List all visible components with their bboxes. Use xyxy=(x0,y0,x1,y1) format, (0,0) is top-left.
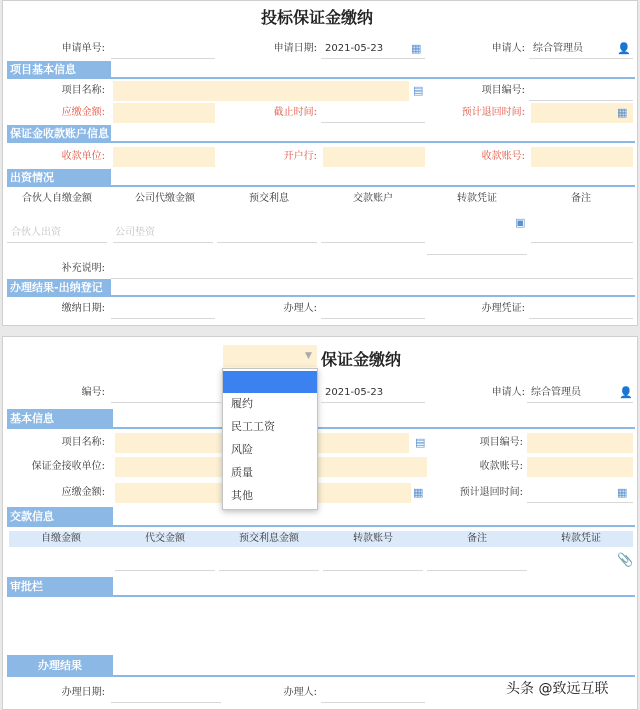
bank-label: 开户行: xyxy=(283,151,317,162)
project-no-field[interactable] xyxy=(527,433,633,453)
category-select[interactable] xyxy=(223,345,317,367)
section-project-info: 项目基本信息 xyxy=(7,61,111,79)
due-amount-label: 应缴金额: xyxy=(61,107,105,118)
supplement-label: 补充说明: xyxy=(61,263,105,274)
column-header: 备注 xyxy=(467,533,487,544)
section-divider xyxy=(113,675,635,677)
section-result: 办理结果-出纳登记 xyxy=(7,279,111,297)
paperclip-icon[interactable]: 📎 xyxy=(617,553,634,568)
image-icon[interactable]: ▣ xyxy=(515,216,526,229)
applicant-field[interactable]: 综合管理员 xyxy=(529,39,633,59)
bank-field[interactable] xyxy=(323,147,425,167)
deadline-label: 截止时间: xyxy=(273,107,317,118)
pay-date-field[interactable] xyxy=(111,299,215,319)
section-account-info: 保证金收款账户信息 xyxy=(7,125,111,143)
dropdown-option[interactable]: 风险 xyxy=(231,443,253,456)
dropdown-option[interactable]: 质量 xyxy=(231,466,253,479)
page-title: 保证金缴纳 xyxy=(321,350,402,369)
handle-voucher-field[interactable] xyxy=(529,299,633,319)
user-icon[interactable]: 👤 xyxy=(617,42,631,55)
remark-field[interactable] xyxy=(531,223,633,243)
pay-date-label: 缴纳日期: xyxy=(61,303,105,314)
payment-account-field[interactable] xyxy=(321,223,425,243)
no-label: 编号: xyxy=(81,387,105,398)
date-field[interactable]: 2021-05-23 xyxy=(321,383,425,403)
calendar-icon[interactable]: ▦ xyxy=(411,42,422,55)
agent-amount-field[interactable] xyxy=(115,551,215,571)
payee-label: 收款单位: xyxy=(61,151,105,162)
dropdown-option-empty[interactable] xyxy=(223,371,317,393)
section-divider xyxy=(111,141,635,143)
column-header: 备注 xyxy=(571,193,591,204)
column-header: 预交利息金额 xyxy=(239,533,299,544)
company-advance-placeholder: 公司垫资 xyxy=(115,227,155,238)
dropdown-option[interactable]: 民工工资 xyxy=(231,420,275,433)
handler-field[interactable] xyxy=(321,299,425,319)
due-amount-field[interactable] xyxy=(113,103,215,123)
handle-date-field[interactable] xyxy=(111,683,221,703)
prepaid-interest-field[interactable] xyxy=(217,223,317,243)
column-header: 合伙人自缴金额 xyxy=(22,193,92,204)
receiver-label: 保证金接收单位: xyxy=(31,461,105,472)
column-header: 交款账户 xyxy=(353,193,393,204)
handler-field[interactable] xyxy=(321,683,425,703)
account-no-field[interactable] xyxy=(527,457,633,477)
page-title: 投标保证金缴纳 xyxy=(261,8,374,27)
refund-time-label: 预计退回时间: xyxy=(461,107,525,118)
section-divider xyxy=(113,595,635,597)
watermark: 头条 @致远互联 xyxy=(506,681,609,697)
project-name-label: 项目名称: xyxy=(61,437,105,448)
category-dropdown-menu xyxy=(222,368,318,510)
project-no-label: 项目编号: xyxy=(481,85,525,96)
application-no-field[interactable] xyxy=(111,39,215,59)
application-date-label: 申请日期: xyxy=(273,43,317,54)
handle-date-label: 办理日期: xyxy=(61,687,105,698)
column-header: 转款凭证 xyxy=(561,533,601,544)
section-basic-info: 基本信息 xyxy=(7,409,113,429)
user-icon[interactable]: 👤 xyxy=(619,386,633,399)
calculator-icon[interactable]: ▤ xyxy=(415,436,426,449)
transfer-account-field[interactable] xyxy=(323,551,423,571)
project-name-field[interactable] xyxy=(113,81,409,101)
handler-label: 办理人: xyxy=(283,687,317,698)
dropdown-option[interactable]: 其他 xyxy=(231,489,253,502)
column-header: 公司代缴金额 xyxy=(135,193,195,204)
refund-time-label: 预计退回时间: xyxy=(459,487,523,498)
section-divider xyxy=(113,525,635,527)
section-divider xyxy=(111,185,635,187)
handler-label: 办理人: xyxy=(283,303,317,314)
account-no-label: 收款账号: xyxy=(479,461,523,472)
no-field[interactable] xyxy=(111,383,221,403)
account-no-label: 收款账号: xyxy=(481,151,525,162)
due-amount-label: 应缴金额: xyxy=(61,487,105,498)
transfer-voucher-field[interactable] xyxy=(427,235,527,255)
handle-voucher-label: 办理凭证: xyxy=(481,303,525,314)
calendar-icon[interactable]: ▦ xyxy=(617,106,628,119)
interest-amount-field[interactable] xyxy=(219,551,319,571)
supplement-field[interactable] xyxy=(111,259,633,279)
calendar-icon[interactable]: ▦ xyxy=(413,486,424,499)
project-name-label: 项目名称: xyxy=(61,85,105,96)
project-no-field[interactable] xyxy=(529,81,633,101)
column-header: 自缴金额 xyxy=(41,533,81,544)
dropdown-option[interactable]: 履约 xyxy=(231,397,253,410)
section-approval: 审批栏 xyxy=(7,577,113,597)
partner-contribution-placeholder: 合伙人出资 xyxy=(11,227,61,238)
deadline-field[interactable] xyxy=(321,103,425,123)
section-divider xyxy=(111,295,635,297)
column-header: 转款账号 xyxy=(353,533,393,544)
applicant-field[interactable]: 综合管理员 xyxy=(527,383,633,403)
section-payment-info: 交款信息 xyxy=(7,507,113,527)
section-divider xyxy=(113,427,635,429)
calendar-icon[interactable]: ▦ xyxy=(617,486,628,499)
section-divider xyxy=(111,77,635,79)
applicant-label: 申请人: xyxy=(491,43,525,54)
section-result: 办理结果 xyxy=(7,655,113,677)
section-funding: 出资情况 xyxy=(7,169,111,187)
account-no-field[interactable] xyxy=(531,147,633,167)
application-date-field[interactable]: 2021-05-23 xyxy=(321,39,425,59)
column-header: 预交利息 xyxy=(249,193,289,204)
form-panel-deposit xyxy=(2,336,638,710)
applicant-label: 申请人: xyxy=(491,387,525,398)
application-no-label: 申请单号: xyxy=(61,43,105,54)
calculator-icon[interactable]: ▤ xyxy=(413,84,424,97)
chevron-down-icon[interactable]: ▼ xyxy=(305,351,312,361)
form-panel-bid-deposit xyxy=(2,0,638,326)
project-no-label: 项目编号: xyxy=(479,437,523,448)
remark-field[interactable] xyxy=(427,551,527,571)
column-header: 转款凭证 xyxy=(457,193,497,204)
column-header: 代交金额 xyxy=(145,533,185,544)
payee-field[interactable] xyxy=(113,147,215,167)
